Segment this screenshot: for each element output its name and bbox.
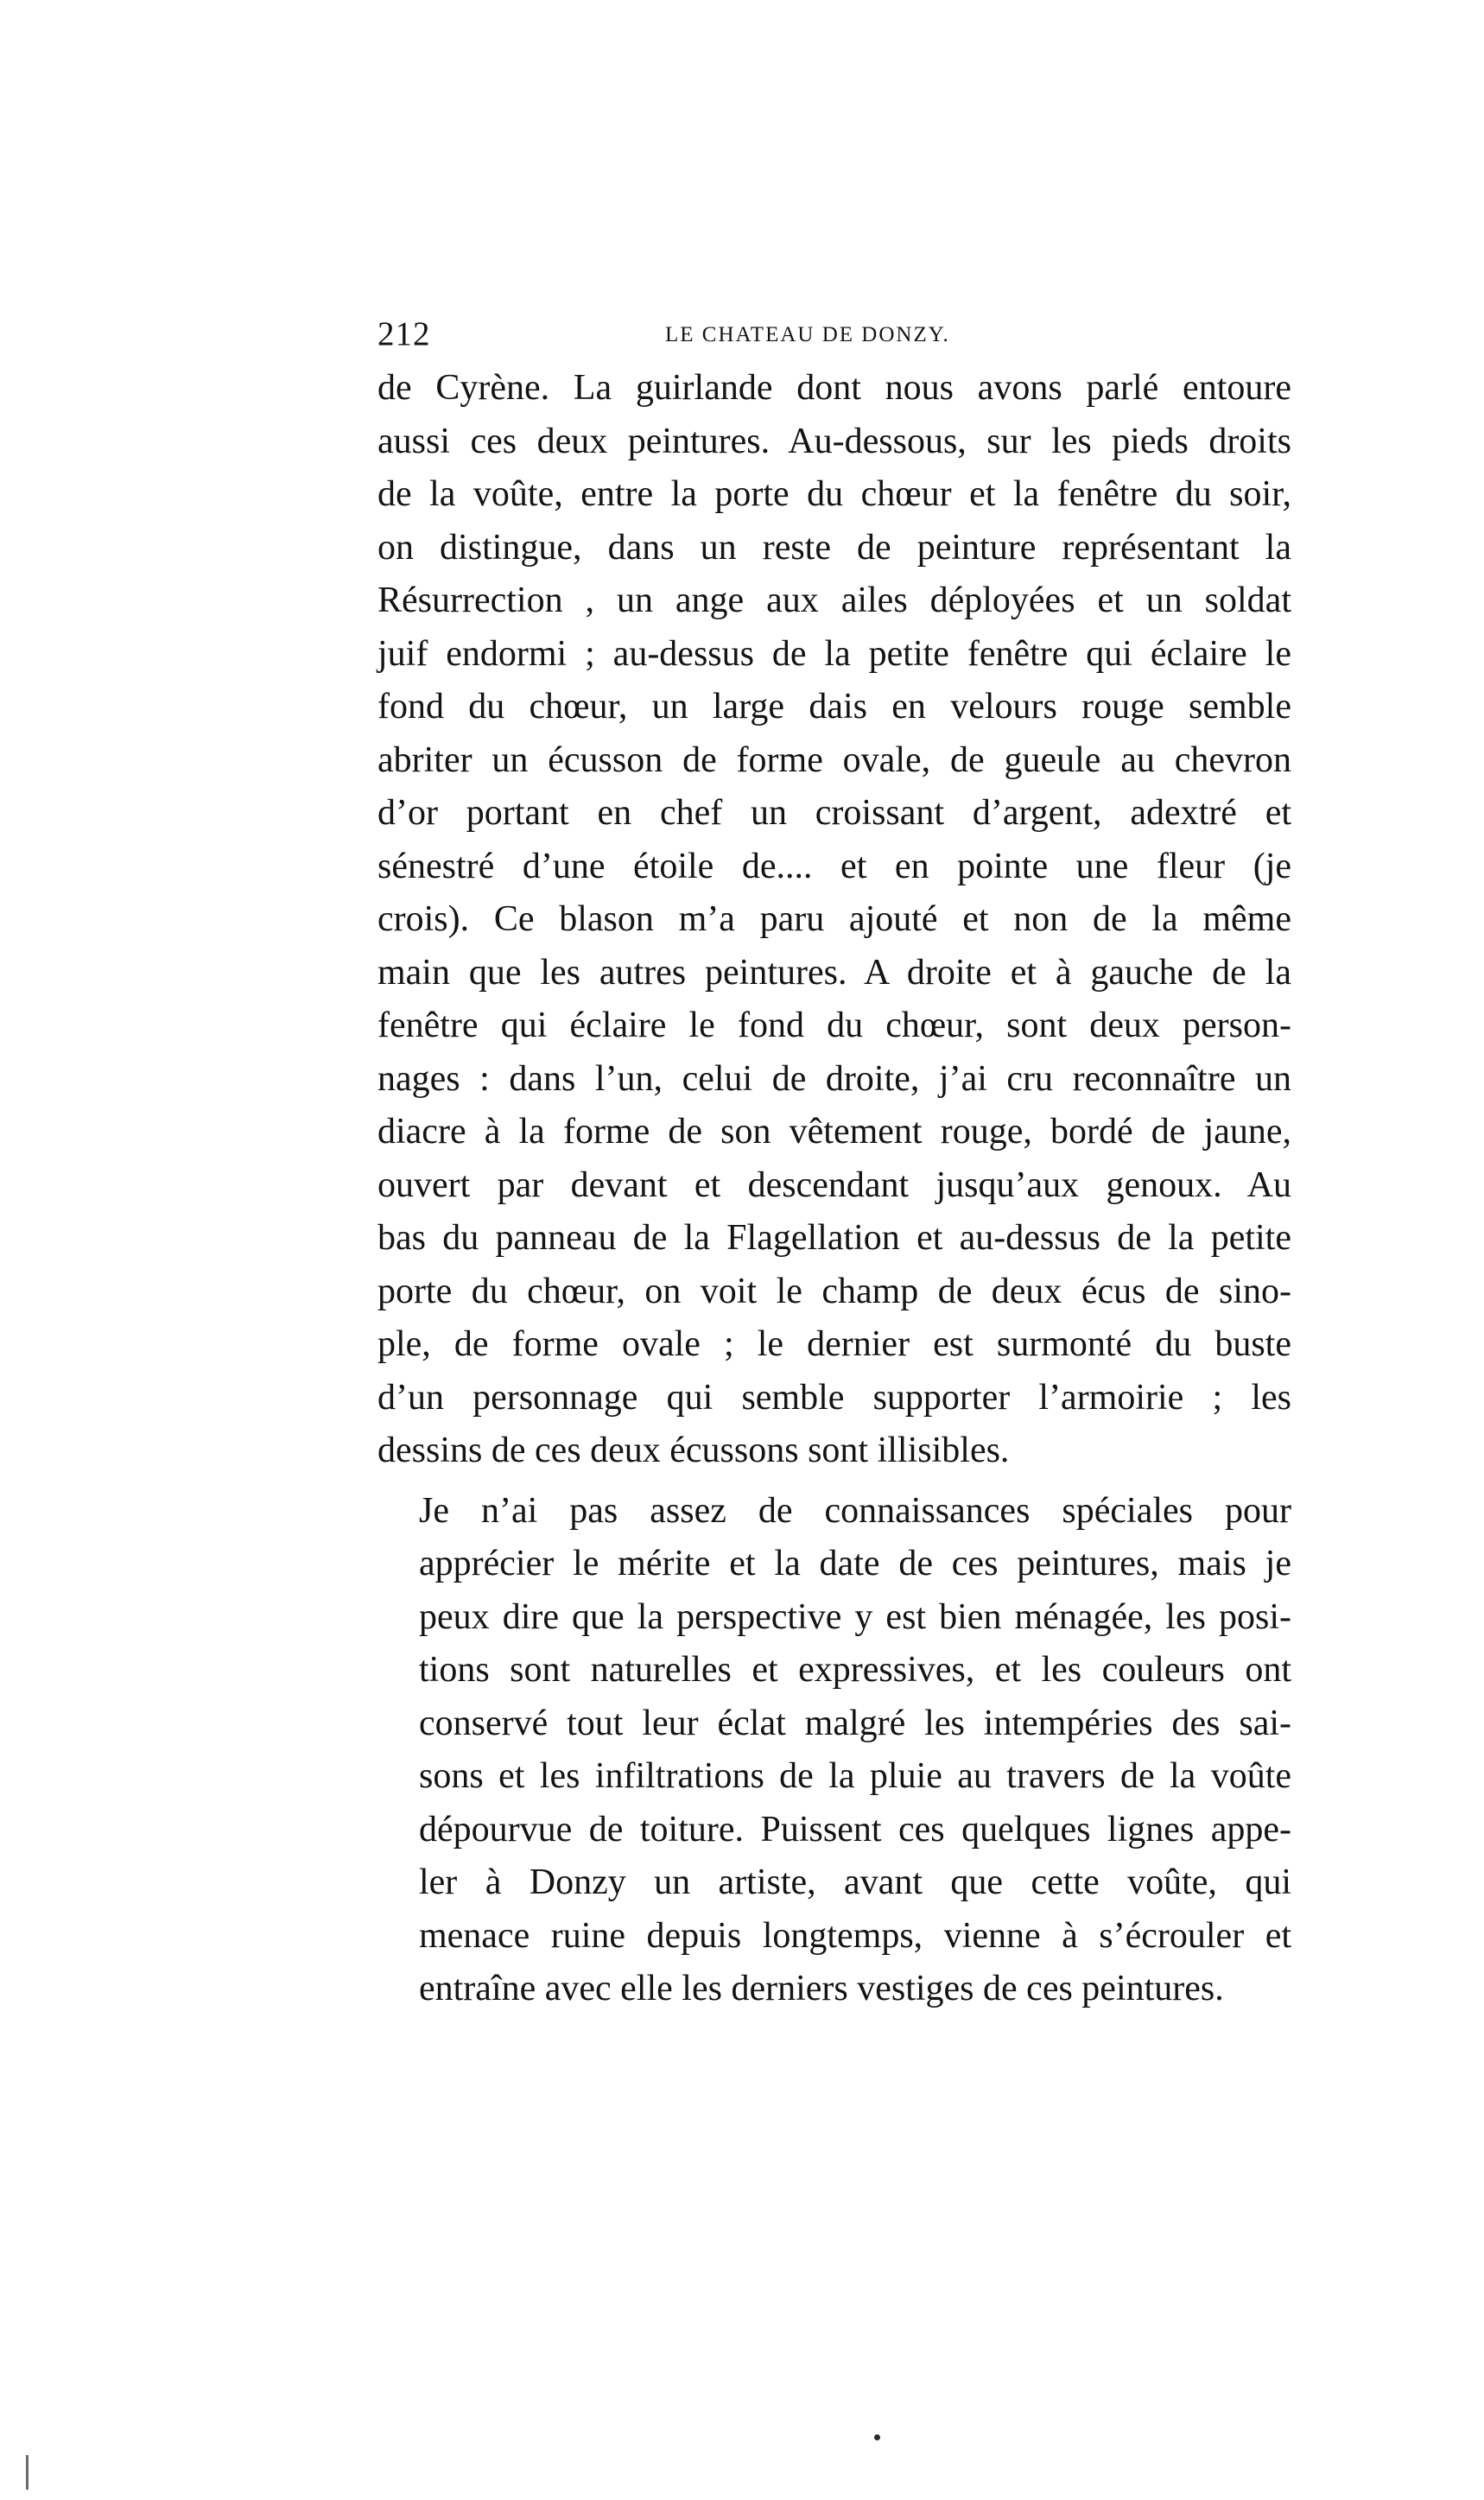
text-line: fond du chœur, un large dais en velours rouge semble bbox=[377, 687, 1291, 727]
text-line: Je n’ai pas assez de connaissances spéciales pour bbox=[419, 1490, 1291, 1531]
text-line: de Cyrène. La guirlande dont nous avons parlé entoure bbox=[377, 368, 1291, 408]
text-line: sénestré d’une étoile de.... et en pointe une fleur (je bbox=[377, 846, 1291, 886]
text-line: d’or portant en chef un croissant d’argent, adextré et bbox=[377, 793, 1291, 833]
text-line: ouvert par devant et descendant jusqu’aux genoux. Au bbox=[377, 1164, 1291, 1205]
text-line: dépourvue de toiture. Puissent ces quelques lignes appe- bbox=[419, 1809, 1291, 1850]
text-line: dessins de ces deux écussons sont illisibles. bbox=[377, 1431, 1010, 1470]
text-line: on distingue, dans un reste de peinture représentant la bbox=[377, 527, 1291, 568]
text-line: ple, de forme ovale ; le dernier est surmonté du buste bbox=[377, 1324, 1291, 1364]
text-line: fenêtre qui éclaire le fond du chœur, sont deux person- bbox=[377, 1006, 1291, 1045]
page-number: 212 bbox=[377, 315, 431, 352]
text-line: peux dire que la perspective y est bien ménagée, les posi- bbox=[419, 1596, 1291, 1637]
running-title: LE CHATEAU DE DONZY. bbox=[665, 323, 950, 346]
text-line: crois). Ce blason m’a paru ajouté et non de la même bbox=[377, 899, 1291, 939]
text-line: apprécier le mérite et la date de ces peintures, mais je bbox=[419, 1544, 1291, 1583]
text-line: porte du chœur, on voit le champ de deux écus de sino- bbox=[377, 1271, 1291, 1311]
text-line: main que les autres peintures. A droite et à gauche de la bbox=[377, 952, 1291, 993]
text-line: conservé tout leur éclat malgré les intempéries des sai- bbox=[419, 1703, 1291, 1743]
page-header bbox=[377, 314, 1291, 358]
body-text bbox=[377, 362, 1291, 2016]
text-line: nages : dans l’un, celui de droite, j’ai cru reconnaître un bbox=[377, 1058, 1291, 1099]
text-line: bas du panneau de la Flagellation et au-dessus de la petite bbox=[377, 1218, 1291, 1258]
text-line: sons et les infiltrations de la pluie au travers de la voûte bbox=[419, 1756, 1291, 1796]
paragraph-1 bbox=[377, 362, 1291, 1478]
paragraph-2 bbox=[377, 1485, 1291, 2016]
text-line: menace ruine depuis longtemps, vienne à s’écrouler et bbox=[419, 1915, 1291, 1956]
text-line: diacre à la forme de son vêtement rouge, bordé de jaune, bbox=[377, 1112, 1291, 1152]
text-line: juif endormi ; au-dessus de la petite fenêtre qui éclaire le bbox=[377, 633, 1291, 674]
text-line: de la voûte, entre la porte du chœur et la fenêtre du soir, bbox=[377, 474, 1291, 514]
text-line: aussi ces deux peintures. Au-dessous, sur les pieds droits bbox=[377, 421, 1291, 461]
text-line: Résurrection , un ange aux ailes déployées et un soldat bbox=[377, 581, 1291, 620]
text-line: abriter un écusson de forme ovale, de gueule au chevron bbox=[377, 739, 1291, 780]
text-line: ler à Donzy un artiste, avant que cette voûte, qui bbox=[419, 1862, 1291, 1902]
text-line: tions sont naturelles et expressives, et les couleurs ont bbox=[419, 1650, 1291, 1690]
page-edge-mark bbox=[26, 2455, 29, 2490]
ink-speck bbox=[874, 2434, 880, 2440]
text-line: d’un personnage qui semble supporter l’armoirie ; les bbox=[377, 1377, 1291, 1418]
text-line: entraîne avec elle les derniers vestiges de ces peintures. bbox=[419, 1969, 1224, 2008]
